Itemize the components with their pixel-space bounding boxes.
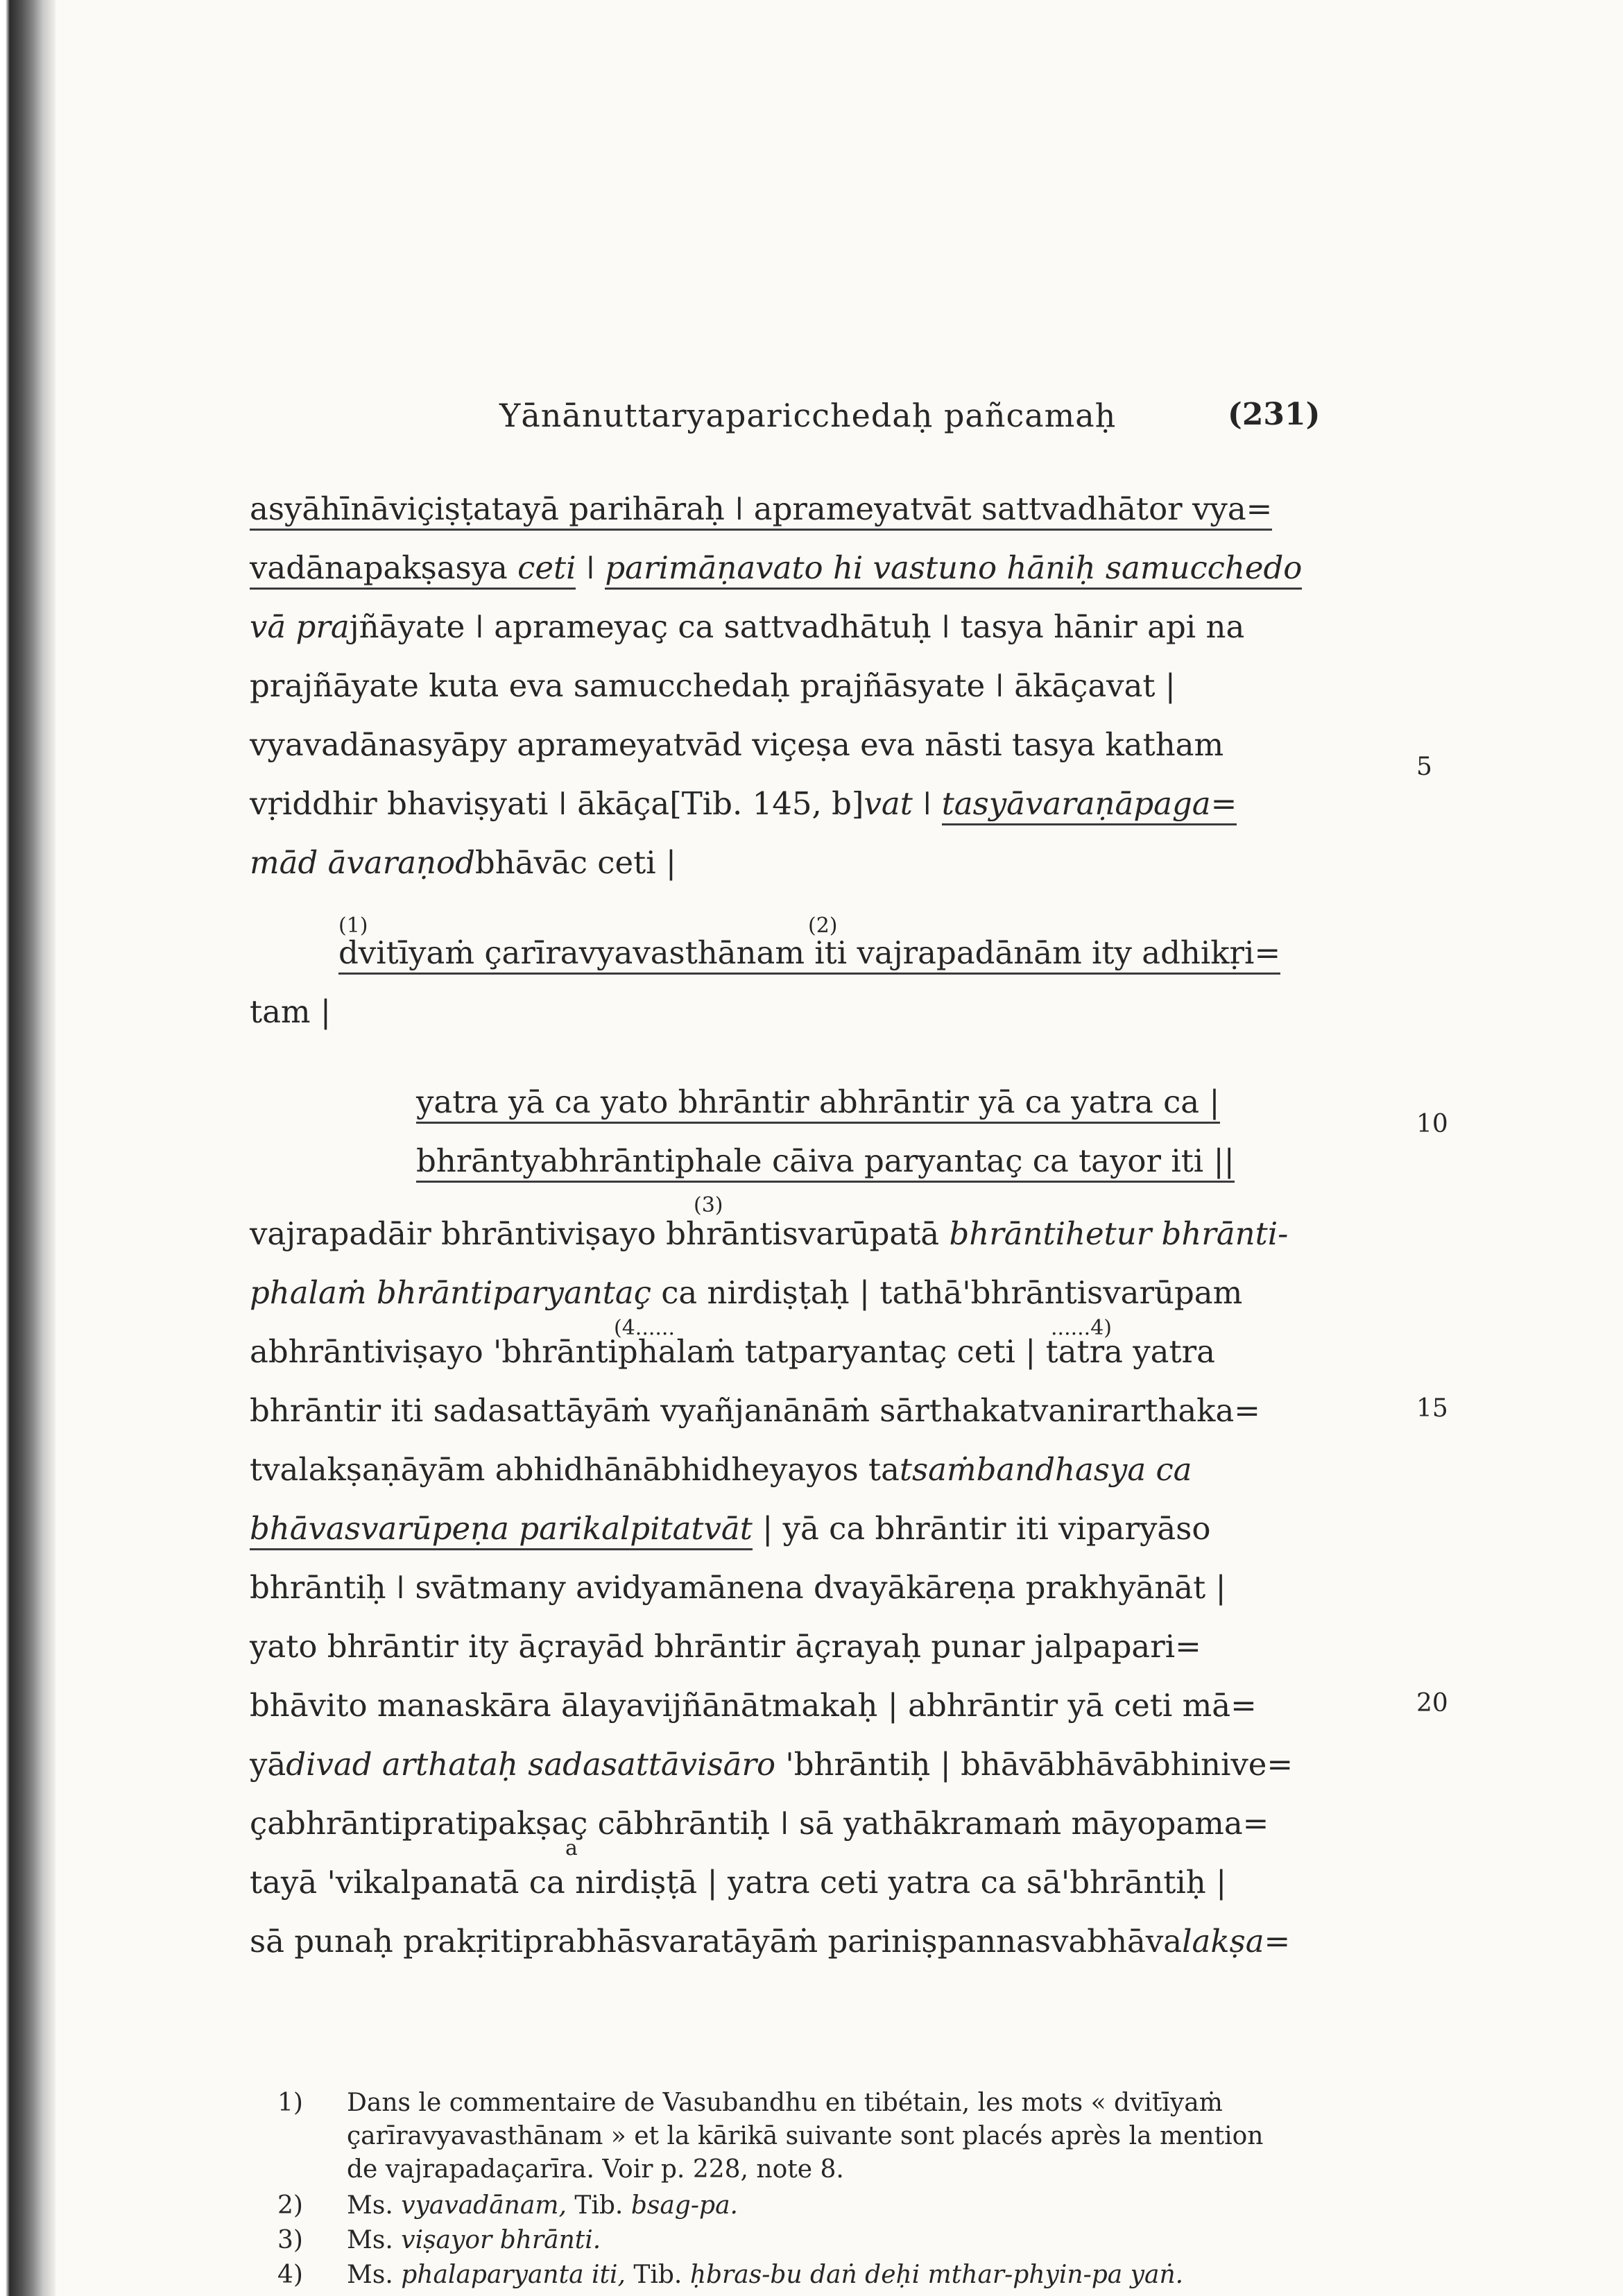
text-line-9: tam | — [250, 993, 332, 1030]
margin-line-number-10: 10 — [1416, 1110, 1448, 1138]
text-line-12: vajrapadāir bhrāntiviṣayo bhrāntisvarūpatā bhrāntihetur bhrānti- — [250, 1215, 1289, 1252]
marker-4-end: ......4) — [1051, 1316, 1113, 1340]
text-line-19: yato bhrāntir ity āçrayād bhrāntir āçrayaḥ punar jalpapari= — [250, 1628, 1201, 1665]
text-line-1: asyāhīnāviçiṣṭatayā parihāraḥ ǀ aprameyatvāt sattvadhātor vya= — [250, 489, 1272, 532]
text-line-2: vadānapakṣasya ceti ǀ parimāṇavato hi vastuno hāniḥ samucchedo — [250, 548, 1302, 591]
marker-1: (1) — [338, 914, 368, 938]
text-line-3: vā prajñāyate ǀ aprameyaç ca sattvadhātuḥ ǀ tasya hānir api na — [250, 608, 1245, 645]
marker-4-start: (4...... — [614, 1316, 676, 1340]
text-line-7: mād āvaraṇodbhāvāc ceti | — [250, 844, 677, 881]
running-title: Yānānuttaryaparicchedaḥ pañcamaḥ — [499, 397, 1117, 434]
footnote-1-line-3: de vajrapadaçarīra. Voir p. 228, note 8. — [347, 2155, 844, 2184]
text-line-20: bhāvito manaskāra ālayavijñānātmakaḥ | abhrāntir yā ceti mā= — [250, 1687, 1257, 1724]
margin-line-number-20: 20 — [1416, 1689, 1448, 1717]
text-line-13: phalaṁ bhrāntiparyantaç ca nirdiṣṭaḥ | tathā'bhrāntisvarūpam — [250, 1274, 1243, 1311]
text-line-8: dvitīyaṁ çarīravyavasthānam iti vajrapadānām ity adhikṛi= — [338, 933, 1280, 976]
margin-line-number-15: 15 — [1416, 1394, 1448, 1423]
text-line-5: vyavadānasyāpy aprameyatvād viçeṣa eva nāsti tasya katham — [250, 726, 1224, 763]
text-line-6: vṛiddhir bhaviṣyati ǀ ākāça[Tib. 145, b]vat ǀ tasyāvaraṇāpaga= — [250, 784, 1237, 827]
page-number: (231) — [1228, 397, 1321, 432]
text-line-18: bhrāntiḥ ǀ svātmany avidyamānena dvayākāreṇa prakhyānāt | — [250, 1569, 1226, 1606]
marker-2: (2) — [808, 914, 838, 938]
marker-3: (3) — [694, 1193, 723, 1217]
text-line-23: tayā 'vikalpanatā ca nirdiṣṭā | yatra ceti yatra ca sā'bhrāntiḥ | — [250, 1864, 1227, 1901]
text-line-21: yādivad arthataḥ sadasattāvisāro 'bhrāntiḥ | bhāvābhāvābhinive= — [250, 1746, 1294, 1783]
margin-line-number-5: 5 — [1416, 753, 1432, 781]
text-line-15: bhrāntir iti sadasattāyāṁ vyañjanānāṁ sārthakatvanirarthaka= — [250, 1392, 1260, 1429]
text-line-4: prajñāyate kuta eva samucchedaḥ prajñāsyate ǀ ākāçavat | — [250, 667, 1176, 704]
verse-line-1: yatra yā ca yato bhrāntir abhrāntir yā ca yatra ca | — [416, 1082, 1220, 1125]
text-line-17: bhāvasvarūpeṇa parikalpitatvāt | yā ca bhrāntir iti viparyāso — [250, 1509, 1210, 1552]
correction-mark: a — [565, 1836, 578, 1860]
text-line-22: çabhrāntipratipakṣaç cābhrāntiḥ ǀ sā yathākramaṁ māyopama= — [250, 1805, 1269, 1842]
text-line-24: sā punaḥ prakṛitiprabhāsvaratāyāṁ pariniṣpannasvabhāvalakṣa= — [250, 1923, 1291, 1960]
text-line-14: abhrāntiviṣayo 'bhrāntiphalaṁ tatparyantaç ceti | tatra yatra — [250, 1333, 1215, 1370]
verse-line-2: bhrāntyabhrāntiphale cāiva paryantaç ca tayor iti || — [416, 1141, 1235, 1184]
footnote-1-line-2: çarīravyavasthānam » et la kārikā suivante sont placés après la mention — [347, 2122, 1264, 2150]
scan-binding-edge — [0, 0, 55, 2296]
page-header — [499, 397, 1332, 438]
text-line-16: tvalakṣaṇāyām abhidhānābhidheyayos tatsaṁbandhasya ca — [250, 1451, 1192, 1488]
